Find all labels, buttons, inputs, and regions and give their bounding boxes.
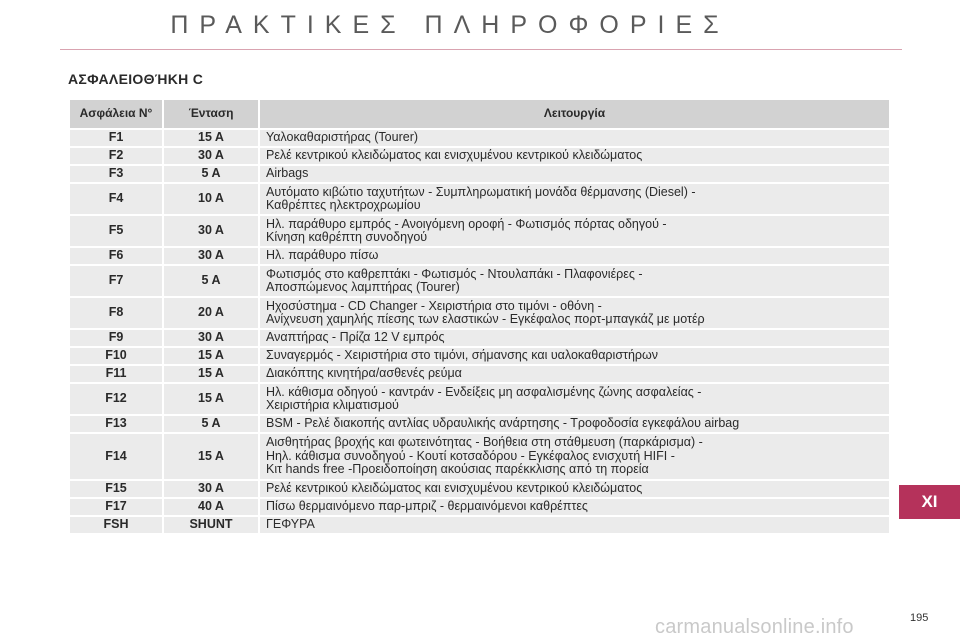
amperage-cell: 15 A [163,383,259,415]
amperage-cell: 30 A [163,329,259,347]
fuse-number-cell: F8 [69,297,163,329]
table-row [69,365,890,383]
fuse-number-cell: F6 [69,247,163,265]
table-row [69,415,890,433]
function-cell [259,129,890,147]
function-line: Ρελέ κεντρικού κλειδώματος και ενισχυμένου κεντρικού κλειδώματος [266,481,643,496]
function-line: Αυτόματο κιβώτιο ταχυτήτων - Συμπληρωματική μονάδα θέρμανσης (Diesel) - [266,184,696,199]
table-row [69,215,890,247]
fuse-number-cell: F11 [69,365,163,383]
amperage-cell: 15 A [163,129,259,147]
amperage-cell: SHUNT [163,516,259,534]
fuse-number-cell: F3 [69,165,163,183]
function-line: Υαλοκαθαριστήρας (Tourer) [266,130,419,145]
table-row [69,247,890,265]
fuse-number-cell: F2 [69,147,163,165]
function-line: Χειριστήρια κλιματισμού [266,398,399,412]
header-fuse-number: Ασφάλεια N° [69,99,163,129]
function-cell [259,516,890,534]
function-line: Airbags [266,166,309,181]
function-line: Φωτισμός στο καθρεπτάκι - Φωτισμός - Ντουλαπάκι - Πλαφονιέρες - [266,266,643,281]
function-cell [259,297,890,329]
amperage-cell: 30 A [163,215,259,247]
function-line: Συναγερμός - Χειριστήρια στο τιμόνι, σήμανσης και υαλοκαθαριστήρων [266,348,659,363]
amperage-cell: 5 A [163,415,259,433]
table-row [69,329,890,347]
amperage-cell: 5 A [163,265,259,297]
function-cell [259,329,890,347]
function-line: Αποσπώμενος λαμπτήρας (Tourer) [266,280,460,294]
function-line: Αισθητήρας βροχής και φωτεινότητας - Βοήθεια στη στάθμευση (παρκάρισμα) - [266,435,703,450]
fuse-number-cell: F12 [69,383,163,415]
function-line: Ηχοσύστημα - CD Changer - Χειριστήρια στο τιμόνι - οθόνη - [266,298,602,313]
function-cell [259,433,890,480]
fuse-number-cell: F5 [69,215,163,247]
function-line: Ρελέ κεντρικού κλειδώματος και ενισχυμένου κεντρικού κλειδώματος [266,148,643,163]
amperage-cell: 30 A [163,480,259,498]
function-line: Πίσω θερμαινόμενο παρ-μπριζ - θερμαινόμενοι καθρέπτες [266,499,588,514]
watermark: carmanualsonline.info [655,616,854,638]
fuse-table-body [69,129,890,534]
table-row [69,480,890,498]
fuse-number-cell: F10 [69,347,163,365]
function-cell [259,247,890,265]
table-row [69,347,890,365]
function-cell [259,415,890,433]
amperage-cell: 15 A [163,365,259,383]
fuse-number-cell: F9 [69,329,163,347]
function-cell [259,215,890,247]
table-row [69,147,890,165]
page-title: ΠΡΑΚΤΙΚΕΣ ΠΛΗΡΟΦΟΡΙΕΣ [170,11,730,39]
table-row [69,433,890,480]
section-title: ΑΣΦΑΛΕΙΟΘΉΚΗ C [68,71,204,87]
function-cell [259,347,890,365]
function-line: Ηηλ. κάθισμα συνοδηγού - Κουτί κοτσαδόρου - Εγκέφαλος ενισχυτή HIFI - [266,448,675,463]
chapter-tab[interactable]: XI [899,485,960,519]
fuse-number-cell: F7 [69,265,163,297]
amperage-cell: 20 A [163,297,259,329]
fuse-number-cell: FSH [69,516,163,534]
function-line: BSM - Ρελέ διακοπής αντλίας υδραυλικής ανάρτησης - Τροφοδοσία εγκεφάλου airbag [266,416,740,431]
table-header-row [69,99,890,129]
amperage-cell: 15 A [163,347,259,365]
function-cell [259,365,890,383]
table-row [69,183,890,215]
table-row [69,165,890,183]
fuse-table [68,98,891,535]
amperage-cell: 30 A [163,247,259,265]
function-line: Ηλ. κάθισμα οδηγού - καντράν - Ενδείξεις μη ασφαλισμένης ζώνης ασφαλείας - [266,384,702,399]
table-row [69,498,890,516]
function-cell [259,383,890,415]
header-amperage: Ένταση [163,99,259,129]
function-line: ΓΕΦΥΡΑ [266,517,315,532]
function-cell [259,480,890,498]
function-line: Καθρέπτες ηλεκτροχρωμίου [266,198,421,212]
amperage-cell: 15 A [163,433,259,480]
function-line: Κιτ hands free -Προειδοποίηση ακούσιας παρέκκλισης από τη πορεία [266,462,649,477]
function-cell [259,165,890,183]
table-row [69,383,890,415]
table-row [69,297,890,329]
table-row [69,265,890,297]
function-cell [259,183,890,215]
amperage-cell: 5 A [163,165,259,183]
fuse-number-cell: F17 [69,498,163,516]
fuse-number-cell: F15 [69,480,163,498]
function-line: Ηλ. παράθυρο εμπρός - Ανοιγόμενη οροφή - Φωτισμός πόρτας οδηγού - [266,216,667,231]
table-row [69,516,890,534]
amperage-cell: 40 A [163,498,259,516]
fuse-number-cell: F1 [69,129,163,147]
fuse-number-cell: F4 [69,183,163,215]
amperage-cell: 10 A [163,183,259,215]
amperage-cell: 30 A [163,147,259,165]
function-line: Διακόπτης κινητήρα/ασθενές ρεύμα [266,366,462,381]
header-function: Λειτουργία [259,99,890,129]
fuse-number-cell: F14 [69,433,163,480]
function-line: Ηλ. παράθυρο πίσω [266,248,379,263]
fuse-number-cell: F13 [69,415,163,433]
function-cell [259,265,890,297]
function-line: Ανίχνευση χαμηλής πίεσης των ελαστικών - Εγκέφαλος πορτ-μπαγκάζ με μοτέρ [266,312,705,326]
function-cell [259,498,890,516]
function-cell [259,147,890,165]
function-line: Κίνηση καθρέπτη συνοδηγού [266,230,428,244]
table-row [69,129,890,147]
page-number: 195 [910,612,929,624]
title-divider [60,49,902,50]
function-line: Αναπτήρας - Πρίζα 12 V εμπρός [266,330,445,345]
